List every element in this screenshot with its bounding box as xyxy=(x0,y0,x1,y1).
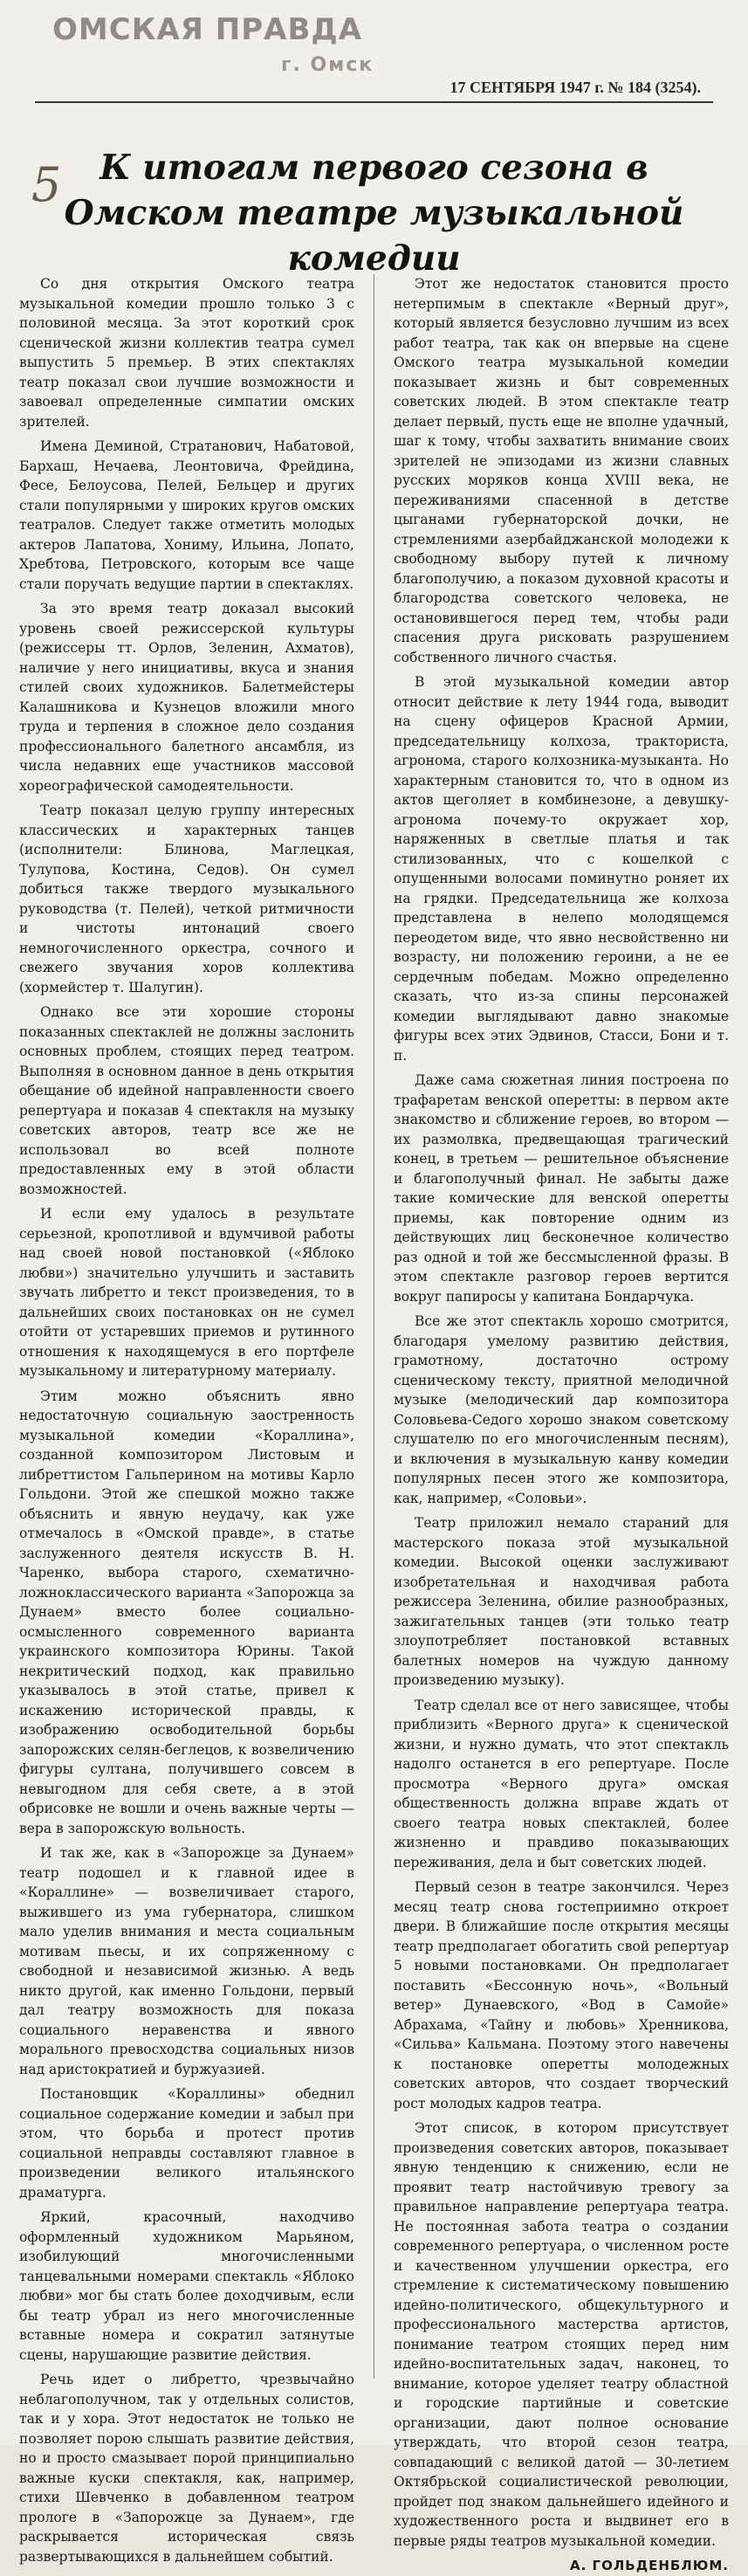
article-paragraph: Театр приложил немало стараний для мастерского показа этой музыкальной комедии. Высокой оценки заслуживают изобретательная и находчивая работа режиссера Зеленина, обилие разнообразных, зажигательных танцев (эти только театр злоупотребляет постановкой вставных балетных номеров на чуждую данному произведению музыку). xyxy=(394,1515,729,1688)
masthead xyxy=(19,0,729,103)
right-column xyxy=(394,274,729,2573)
city-label: г. Омск xyxy=(281,54,374,76)
article-paragraph: В этой музыкальной комедии автор относит действие к лету 1944 года, выводит на сцену офицеров Красной Армии, председательницу колхоза, тракториста, агронома, старого колхозника-музыканта. Но характерным становится то, что в одном из актов щеголяет в комбинезоне, а девушку-агронома почему-то окружает хор, наряженных в светлые платья и так стилизованных, что с кошелкой с опущенными волосами поминутно роняет их на грядки. Председательница же колхоза представлена в нелепо молодящемся переодетом виде, что явно несвойственно ни возрасту, ни положению героини, а не ее сердечным победам. Можно определенно сказать, что из-за спины персонажей комедии выглядывают давно знакомые фигуры всех этих Эдвинов, Стасси, Бони и т. п. xyxy=(394,674,729,1064)
masthead-rule xyxy=(35,101,713,103)
issue-dateline: 17 СЕНТЯБРЯ 1947 г. № 184 (3254). xyxy=(449,79,701,96)
left-column xyxy=(19,274,354,2565)
article-paragraph: Все же этот спектакль хорошо смотрится, благодаря умелому развитию действия, грамотному, достаточно острому сценическому тексту, приятной мелодичной музыке (мелодический дар композитора Соловьева-Седого хорошо знаком советскому слушателю по его многочисленным песням), и включения в музыкальную канву комедии популярных песен этого же композитора, как, например, «Соловьи». xyxy=(394,1313,729,1506)
article-paragraph: Первый сезон в театре закончился. Через месяц театр снова гостеприимно откроет двери. В ближайшие после открытия месяцы театр предполагает обогатить свой репертуар 5 новыми постановками. Он предполагает поставить «Бессонную ночь», «Вольный ветер» Дунаевского, «Вод в Самойе» Абрахама, «Тайну и любовь» Хренникова, «Сильва» Кальмана. Поэтому этого навечены к постановке оперетты молодежных советских авторов, что создает творческий рост молодых кадров театра. xyxy=(394,1879,729,2111)
article-paragraph: Этот список, в котором присутствует произведения советских авторов, показывает явную тенденцию к снижению, если не проявит театр настойчивую тревогу за правильное направление репертуара театра. Не постоянная забота театра о создании современного репертуара, о численном росте и качественном улучшении оркестра, его стремление к систематическому повышению идейно-политического, общекультурного и профессионального мастерства артистов, понимание театром стоящих перед ним идейно-воспитательных задач, наконец, то внимание, которое уделяет театру областной и городские партийные и советские организации, дают полное основание утверждать, что второй сезон театра, совпадающий с великой датой — 30-летием Октябрьской социалистической революции, пройдет под знаком дальнейшего идейного и художественного роста и выдвинет его в первые ряды театров музыкальной комедии. xyxy=(394,2120,729,2549)
newspaper-name: ОМСКАЯ ПРАВДА xyxy=(52,12,363,47)
article-paragraph: Этот же недостаток становится просто нетерпимым в спектакле «Верный друг», который является безусловно лучшим из всех работ театра, так как он впервые на сцене Омского театра музыкальной комедии показывает жизнь и быт современных советских людей. В этом спектакле театр делает первый, пусть еще не вполне удачный, шаг к тому, чтобы захватить внимание своих зрителей не эпизодами из жизни славных русских моряков конца XVIII века, не переживаниями спасенной в детстве цыганами губернаторской дочки, не стремлениями азербайджанской молодежи к свободному выбору путей к личному благополучию, а показом духовной красоты и благородства советского человека, не остановившегося перед тем, чтобы ради спасения друга рисковать разрушением собственного личного счастья. xyxy=(394,276,729,665)
article-paragraph: Театр показал целую группу интересных классических и характерных танцев (исполнители: Блинова, Маглецкая, Тулупова, Костина, Седов). Он сумел добиться также твердого музыкального руководства (т. Пелей), четкой ритмичности и чистоты интонаций своего немногочисленного оркестра, сочного и свежего звучания хоров коллектива (хормейстер т. Шалугин). xyxy=(19,802,354,995)
article-paragraph: Яркий, красочный, находчиво оформленный художником Марьяном, изобилующий многочисленными танцевальными номерами спектакль «Яблоко любви» мог бы стать более доходчивым, если бы театр убрал из него многочисленные вставные номера и сократил затянутые сцены, нарушающие развитие действия. xyxy=(19,2209,354,2363)
article-paragraph: Речь идет о либретто, чрезвычайно неблагополучном, так у отдельных солистов, так и у хора. Этот недостаток не только не позволяет порою слышать развитие действия, но и просто смазывает порой принципиально важные куски спектакля, как, например, стихи Шевченко в добавленном театром прологе в «Запорожце за Дунаем», где раскрывается историческая связь развертывающихся в дальнейшем событий. xyxy=(19,2372,354,2565)
handwritten-mark: 5 xyxy=(31,157,62,212)
article-paragraph: Этим можно объяснить явно недостаточную социальную заостренность музыкальной комедии «Кораллина», созданной композитором Листовым и либреттистом Гальперином на мотивы Карло Гольдони. Этой же спешкой можно также объяснить и явную неудачу, как уже отмечалось в «Омской правде», в статье заслуженного деятеля искусств В. Н. Чаренко, выбора старого, схематично-ложноклассического варианта «Запорожца за Дунаем» вместо более социально-осмысленного современного варианта украинского композитора Юрины. Такой некритический подход, как правильно указывалось в этой статье, привел к искажению исторической правды, к изображению освободительной борьбы запорожских селян-беглецов, к возвеличению фигуры султана, получившего совсем в невыгодном для себя свете, а в этой обрисовке не вошли и очень важные черты — вера в запорожскую вольность. xyxy=(19,1388,354,1836)
author-signature: А. ГОЛЬДЕНБЛЮМ. xyxy=(569,2558,729,2573)
article-paragraph: Даже сама сюжетная линия построена по трафаретам венской оперетты: в первом акте знакомство и сближение героев, во втором — их размолвка, предвещающая трагический конец, в третьем — решительное объяснение и благополучный финал. Не забыты даже такие комические для венской оперетты приемы, как повторение одним из действующих лиц бесконечное количество раз одной и той же бессмысленной фразы. В этом спектакле разговор героев вертится вокруг папиросы у капитана Бондарчука. xyxy=(394,1072,729,1305)
article-paragraph: Театр сделал все от него зависящее, чтобы приблизить «Верного друга» к сценической жизни, и нужно думать, что этот спектакль надолго останется в его репертуаре. После просмотра «Верного друга» омская общественность должна вправе ждать от своего театра новых спектаклей, более жизненно и правдиво показывающих переживания, дела и быт советских людей. xyxy=(394,1697,729,1870)
article-paragraph: Со дня открытия Омского театра музыкальной комедии прошло только 3 с половиной месяца. За этот короткий срок сценической жизни коллектив театра сумел выпустить 5 премьер. В этих спектаклях театр показал свои лучшие возможности и завоевал определенные симпатии омских зрителей. xyxy=(19,276,354,430)
article-paragraph: За это время театр доказал высокий уровень своей режиссерской культуры (режиссеры тт. Орлов, Зеленин, Ахматов), наличие у него инициативы, вкуса и знания стилей своих художников. Балетмейстеры Калашникова и Кузнецов вложили много труда и терпения в сложное дело создания профессионального балетного ансамбля, из числа недавних еще участников массовой хореографической самодеятельности. xyxy=(19,601,354,794)
article-title: К итогам первого сезона в Омском театре музыкальной комедии xyxy=(64,148,684,279)
article-paragraph: И так же, как в «Запорожце за Дунаем» театр подошел и к главной идее в «Кораллине» — возвеличивает старого, выжившего из ума губернатора, слишком мало уделив внимания и места социальным мотивам пьесы, и их сопряженному с свободной и независимой жизнью. А ведь никто другой, как именно Гольдони, первый дал театру возможность для показа социального неравенства и явного морального превосходства социальных низов над аристократией и буржуазией. xyxy=(19,1845,354,2077)
article-paragraph: Имена Деминой, Стратанович, Набатовой, Бархаш, Нечаева, Леонтовича, Фрейдина, Фесе, Белоусова, Пелей, Бельцер и других стали популярными у широких кругов омских театралов. Следует также отметить молодых актеров Лапатова, Хониму, Ильина, Лопато, Хребтова, Петровского, которым все чаще стали поручать ведущие партии в спектаклях. xyxy=(19,438,354,592)
headline-block xyxy=(19,145,729,279)
article-body xyxy=(19,274,729,2573)
article-paragraph: И если ему удалось в результате серьезной, кропотливой и вдумчивой работы над своей новой постановкой («Яблоко любви») значительно улучшить и заставить звучать либретто и текст произведения, то в дальнейших своих постановках он не сумел отойти от устаревших приемов и рутинного отношения к находящемуся в его портфеле музыкальному и литературному материалу. xyxy=(19,1206,354,1379)
article-paragraph: Постановщик «Кораллины» обеднил социальное содержание комедии и забыл при этом, что борьба и протест против социальной неправды составляют главное в произведении великого итальянского драматурга. xyxy=(19,2086,354,2201)
article-paragraph: Однако все эти хорошие стороны показанных спектаклей не должны заслонить основных проблем, стоящих перед театром. Выполняя в основном данное в день открытия обещание об идейной направленности своего репертуара и показав 4 спектакля на музыку советских авторов, театр все же не использовал во всей полноте предоставленных ему в этой области возможностей. xyxy=(19,1004,354,1197)
